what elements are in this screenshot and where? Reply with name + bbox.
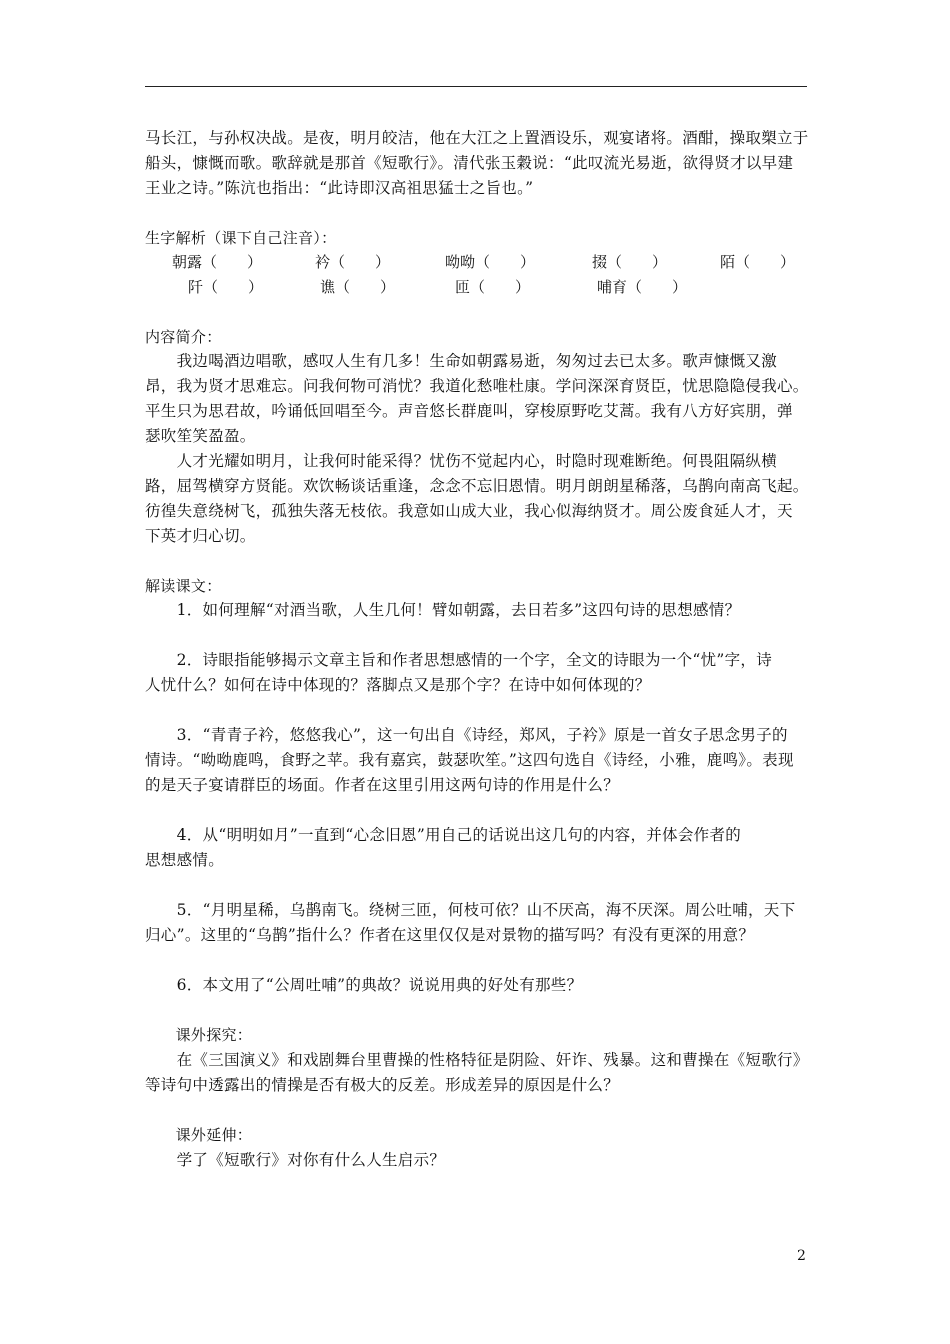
- question-3: 3．“青青子衿，悠悠我心”，这一句出自《诗经，郑风，子衿》原是一首女子思念男子的: [145, 726, 788, 744]
- explore-line: 在《三国演义》和戏剧舞台里曹操的性格特征是阴险、奸诈、残暴。这和曹操在《短歌行》: [145, 1051, 809, 1069]
- vocab-item: 掇（ ）: [592, 253, 668, 271]
- vocab-item: 谯（ ）: [320, 278, 396, 296]
- question-2: 2．诗眼指能够揭示文章主旨和作者思想感情的一个字，全文的诗眼为一个“忧”字，诗: [145, 651, 773, 669]
- vocab-item: 哺育（ ）: [597, 278, 688, 296]
- explore-line: 等诗句中透露出的情操是否有极大的反差。形成差异的原因是什么？: [145, 1076, 620, 1094]
- reading-heading: 解读课文：: [145, 577, 222, 595]
- vocab-heading: 生字解析（课下自己注音）：: [145, 229, 337, 247]
- question-1: 1．如何理解“对酒当歌，人生几何！臂如朝露，去日若多”这四句诗的思想感情？: [145, 601, 741, 619]
- vocab-item: 匝（ ）: [455, 278, 531, 296]
- vocab-item: 陌（ ）: [720, 253, 796, 271]
- header-rule: [145, 86, 807, 87]
- explore-heading: 课外探究：: [145, 1026, 253, 1044]
- summary-heading: 内容简介：: [145, 328, 222, 346]
- vocab-item: 衿（ ）: [315, 253, 391, 271]
- question-5: 归心”。这里的“乌鹊”指什么？作者在这里仅仅是对景物的描写吗？有没有更深的用意？: [145, 926, 755, 944]
- question-6: 6．本文用了“公周吐哺”的典故？说说用典的好处有那些？: [145, 976, 583, 994]
- summary-line: 人才光耀如明月，让我何时能采得？忧伤不觉起内心，时隐时现难断绝。何畏阻隔纵横: [145, 452, 778, 470]
- summary-line: 路，屈驾横穿方贤能。欢饮畅谈话重逢，念念不忘旧恩情。明月朗朗星稀落，乌鹊向南高飞起。: [145, 477, 809, 495]
- summary-line: 平生只为思君故，吟诵低回唱至今。声音悠长群鹿叫，穿梭原野吃艾蒿。我有八方好宾朋，弹: [145, 402, 793, 420]
- intro-line: 王业之诗。”陈沆也指出：“此诗即汉高祖思猛士之旨也。”: [145, 179, 534, 197]
- question-4: 4．从“明明如月”一直到“心念旧恩”用自己的话说出这几句的内容，并体会作者的: [145, 826, 742, 844]
- summary-line: 瑟吹笙笑盈盈。: [145, 427, 256, 445]
- summary-line: 彷徨失意绕树飞，孤独失落无枝依。我意如山成大业，我心似海纳贤才。周公废食延人才，天: [145, 502, 793, 520]
- page-number: 2: [797, 1248, 806, 1264]
- extend-heading: 课外延伸：: [145, 1126, 253, 1144]
- summary-line: 我边喝酒边唱歌，感叹人生有几多！生命如朝露易逝，匆匆过去已太多。歌声慷慨又激: [145, 352, 778, 370]
- question-3: 情诗。“呦呦鹿鸣，食野之苹。我有嘉宾，鼓瑟吹笙。”这四句选自《诗经，小雅，鹿鸣》。表现: [145, 751, 794, 769]
- summary-line: 下英才归心切。: [145, 527, 256, 545]
- vocab-item: 阡（ ）: [188, 278, 264, 296]
- vocab-item: 呦呦（ ）: [445, 253, 536, 271]
- vocab-item: 朝露（ ）: [172, 253, 263, 271]
- intro-line: 船头，慷慨而歌。歌辞就是那首《短歌行》。清代张玉穀说：“此叹流光易逝，欲得贤才以早建: [145, 154, 794, 172]
- question-5: 5．“月明星稀，乌鹊南飞。绕树三匝，何枝可依？山不厌高，海不厌深。周公吐哺，天下: [145, 901, 796, 919]
- question-3: 的是天子宴请群臣的场面。作者在这里引用这两句诗的作用是什么？: [145, 776, 620, 794]
- summary-line: 昂，我为贤才思难忘。问我何物可消忧？我道化愁唯杜康。学问深深育贤臣，忧思隐隐侵我心。: [145, 377, 809, 395]
- extend-line: 学了《短歌行》对你有什么人生启示？: [145, 1151, 446, 1169]
- question-2: 人忧什么？如何在诗中体现的？落脚点又是那个字？在诗中如何体现的？: [145, 676, 651, 694]
- intro-line: 马长江，与孙权决战。是夜，明月皎洁，他在大江之上置酒设乐，观宴诸将。酒酣，操取槊立于: [145, 129, 809, 147]
- question-4: 思想感情。: [145, 851, 225, 869]
